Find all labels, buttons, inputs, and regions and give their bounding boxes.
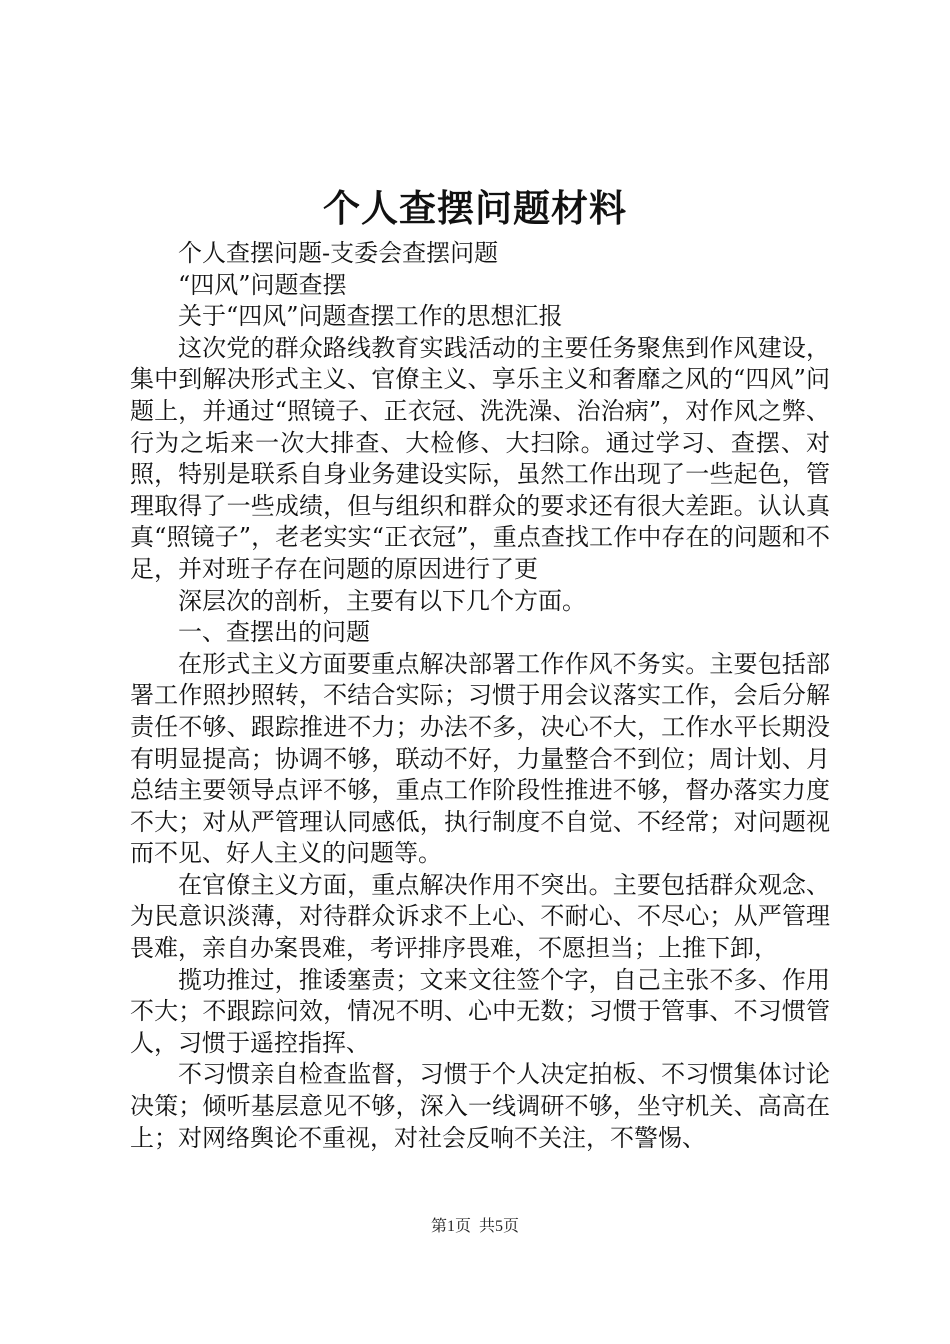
- paragraph: 在官僚主义方面，重点解决作用不突出。主要包括群众观念、为民意识淡薄，对待群众诉求不上心、不耐心、不尽心；从严管理畏难，亲自办案畏难，考评排序畏难，不愿担当；上推下卸，: [130, 870, 830, 963]
- paragraph: 一、查摆出的问题: [178, 618, 370, 647]
- page-footer: [0, 1216, 950, 1238]
- paragraph: “四风”问题查摆: [178, 270, 347, 299]
- document-title: 个人查摆问题材料: [323, 186, 627, 230]
- paragraph: 不习惯亲自检查监督，习惯于个人决定拍板、不习惯集体讨论决策；倾听基层意见不够，深入一线调研不够，坐守机关、高高在上；对网络舆论不重视，对社会反响不关注，不警惕、: [130, 1060, 830, 1152]
- paragraph: 在形式主义方面要重点解决部署工作作风不务实。主要包括部署工作照抄照转，不结合实际；习惯于用会议落实工作，会后分解责任不够、跟踪推进不力；办法不多，决心不大，工作水平长期没有明显提高；协调不够，联动不好，力量整合不到位；周计划、月总结主要领导点评不够，重点工作阶段性推进不够，督办落实力度不大；对从严管理认同感低，执行制度不自觉、不经常；对问题视而不见、好人主义的问题等。: [130, 649, 830, 868]
- document-body: [130, 238, 830, 1154]
- paragraph: 深层次的剖析，主要有以下几个方面。: [178, 586, 586, 615]
- paragraph: 个人查摆问题-支委会查摆问题: [178, 239, 499, 267]
- paragraph: 关于“四风”问题查摆工作的思想汇报: [178, 302, 563, 331]
- paragraph: 这次党的群众路线教育实践活动的主要任务聚焦到作风建设，集中到解决形式主义、官僚主义、享乐主义和奢靡之风的“四风”问题上，并通过“照镜子、正衣冠、洗洗澡、治治病”，对作风之弊、行为之垢来一次大排查、大检修、大扫除。通过学习、查摆、对照，特别是联系自身业务建设实际，虽然工作出现了一些起色，管理取得了一些成绩，但与组织和群众的要求还有很大差距。认认真真“照镜子”，老老实实“正衣冠”，重点查找工作中存在的问题和不足，并对班子存在问题的原因进行了更: [130, 333, 830, 583]
- page-number: 第1页: [430, 1218, 471, 1235]
- page-total: 共5页: [479, 1218, 520, 1235]
- paragraph: 揽功推过，推诿塞责；文来文往签个字，自己主张不多、作用不大；不跟踪问效，情况不明、心中无数；习惯于管事、不习惯管人，习惯于遥控指挥、: [130, 965, 830, 1057]
